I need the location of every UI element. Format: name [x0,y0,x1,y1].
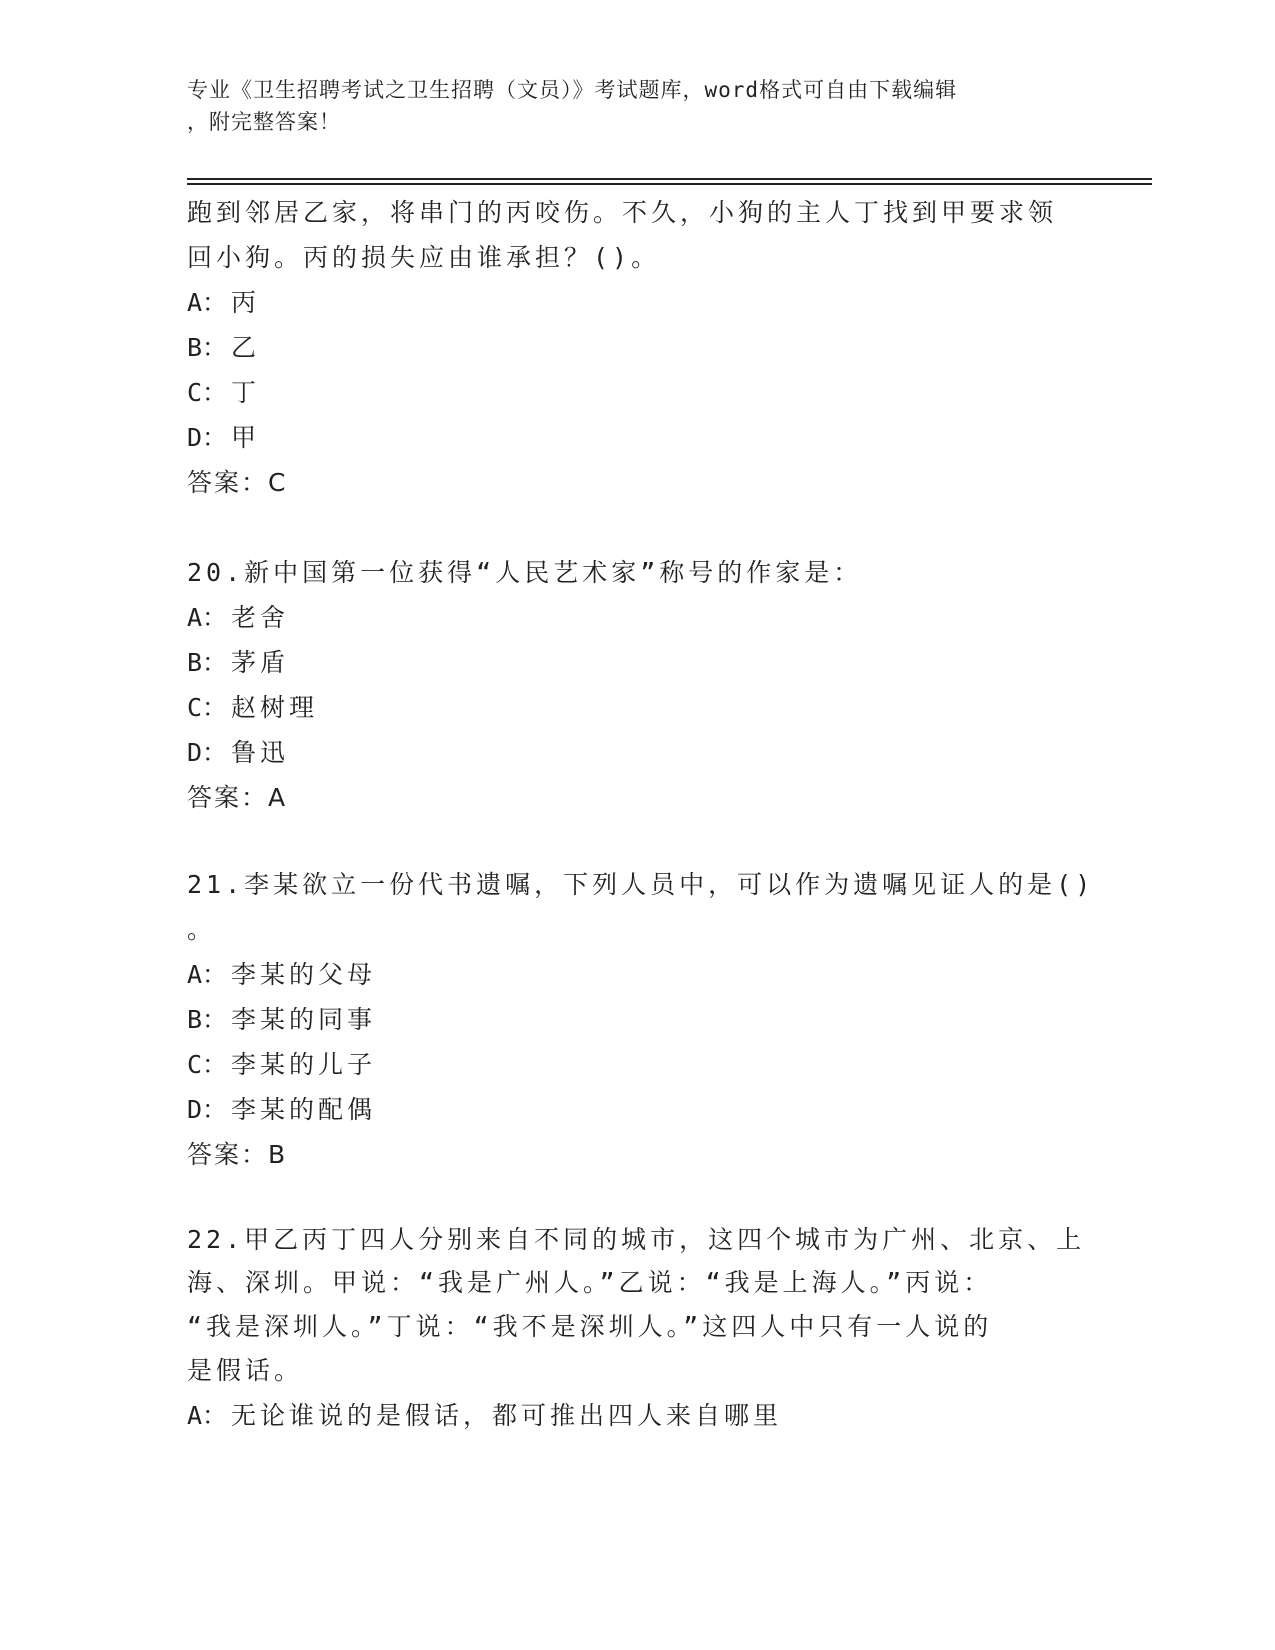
option-text: 无论谁说的是假话，都可推出四人来自哪里 [231,1401,783,1430]
answer-option [187,325,1087,370]
answer-option [187,1087,1087,1132]
answer-option [187,640,1087,685]
header-divider-bottom [187,183,1152,185]
option-key: D： [187,423,228,452]
option-text: 丁 [231,378,261,407]
option-key: D： [187,1095,228,1124]
question-block [187,820,1095,1177]
option-text: 鲁迅 [231,738,290,767]
option-text: 甲 [231,423,261,452]
answer-option [187,595,1087,640]
option-key: A： [187,288,228,317]
option-key: C： [187,1050,228,1079]
option-key: B： [187,1005,228,1034]
option-key: B： [187,333,228,362]
question-stem-line: 海、深圳。甲说：“我是广州人。”乙说：“我是上海人。”丙说： [187,1268,993,1297]
option-key: C： [187,378,228,407]
question-stem-line: 20.新中国第一位获得“人民艺术家”称号的作家是： [187,558,863,587]
question-block [187,505,1087,820]
option-key: A： [187,960,228,989]
option-text: 李某的配偶 [231,1095,377,1124]
answer-option [187,370,1087,415]
question-block [187,1177,1087,1438]
question-stem-line: 回小狗。丙的损失应由谁承担？()。 [187,243,661,272]
question-stem-line: 21.李某欲立一份代书遗嘱，下列人员中，可以作为遗嘱见证人的是() [187,870,1095,899]
answer-option [187,280,1087,325]
answer-line: 答案：A [187,783,288,812]
document-header [187,74,1067,138]
answer-option [187,685,1087,730]
answer-option [187,952,1087,997]
question-stem-line: 跑到邻居乙家，将串门的丙咬伤。不久，小狗的主人丁找到甲要求领 [187,198,1058,227]
answer-option [187,1393,1087,1438]
question-block [187,190,1087,505]
option-text: 赵树理 [231,693,319,722]
answer-option [187,1042,1087,1087]
option-text: 李某的同事 [231,1005,377,1034]
question-stem-line: 。 [187,915,217,944]
option-text: 老舍 [231,603,290,632]
question-spacer [187,1177,1087,1219]
answer-line: 答案：B [187,1140,288,1169]
question-spacer [187,820,1087,862]
option-text: 丙 [231,288,261,317]
option-text: 茅盾 [231,648,290,677]
question-stem-line: 22.甲乙丙丁四人分别来自不同的城市，这四个城市为广州、北京、上 [187,1225,1086,1254]
option-key: B： [187,648,228,677]
option-key: C： [187,693,228,722]
header-line-2: ，附完整答案！ [187,110,341,134]
option-key: D： [187,738,228,767]
header-divider-top [187,178,1152,180]
option-text: 李某的父母 [231,960,377,989]
option-key: A： [187,1401,228,1430]
question-spacer [187,505,1087,550]
option-text: 李某的儿子 [231,1050,377,1079]
question-stem-line: 是假话。 [187,1356,304,1385]
option-text: 乙 [231,333,261,362]
answer-option [187,997,1087,1042]
answer-option [187,730,1087,775]
question-stem-line: “我是深圳人。”丁说：“我不是深圳人。”这四人中只有一人说的 [187,1312,993,1341]
answer-option [187,415,1087,460]
header-line-1: 专业《卫生招聘考试之卫生招聘（文员）》考试题库，word格式可自由下载编辑 [187,78,958,102]
answer-line: 答案：C [187,468,288,497]
question-list [187,190,1095,1438]
option-key: A： [187,603,228,632]
